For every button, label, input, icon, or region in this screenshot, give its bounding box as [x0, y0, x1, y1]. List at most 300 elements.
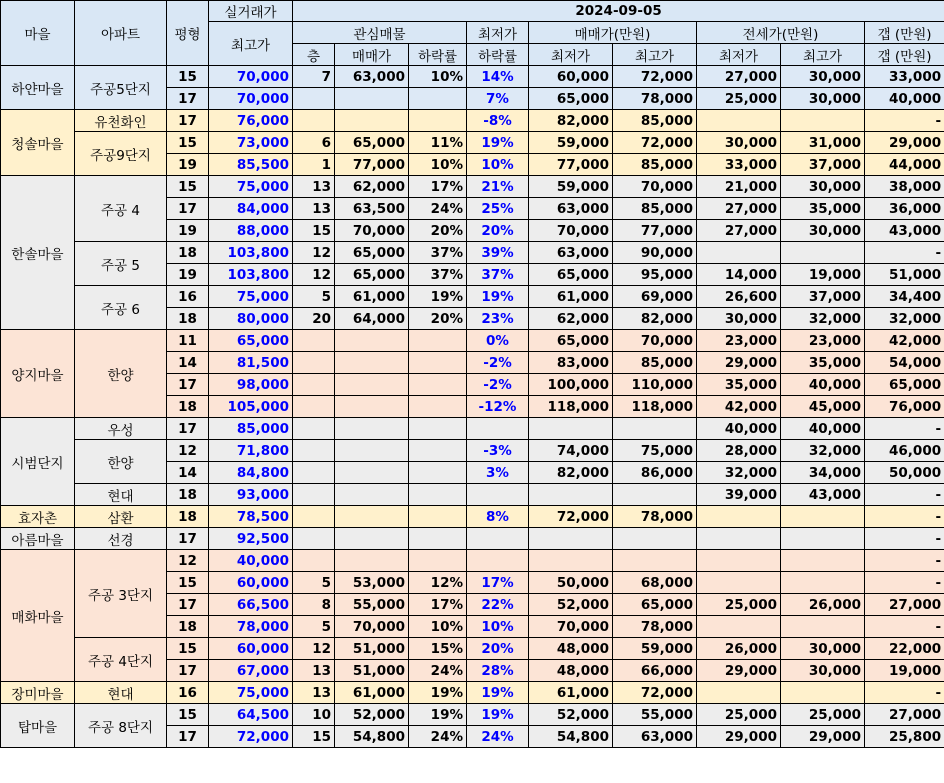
interest-drop: 10%: [409, 616, 467, 638]
trade-max: [613, 550, 697, 572]
actual-high-price: 71,800: [209, 440, 293, 462]
trade-min: 48,000: [529, 660, 613, 682]
gap-value: 29,000: [865, 132, 944, 154]
interest-drop: [409, 396, 467, 418]
trade-min: 82,000: [529, 110, 613, 132]
gap-value: 27,000: [865, 704, 944, 726]
apartment-name: 한양: [75, 440, 167, 484]
trade-max: 78,000: [613, 88, 697, 110]
interest-floor: 12: [293, 264, 335, 286]
interest-drop: [409, 110, 467, 132]
interest-price: [335, 396, 409, 418]
size-value: 14: [167, 462, 209, 484]
jeonse-max: 37,000: [781, 286, 865, 308]
header-apartment: 아파트: [75, 1, 167, 66]
table-row: [1, 440, 944, 462]
jeonse-max: 45,000: [781, 396, 865, 418]
interest-price: 62,000: [335, 176, 409, 198]
interest-price: 63,500: [335, 198, 409, 220]
interest-drop: [409, 352, 467, 374]
size-value: 14: [167, 352, 209, 374]
trade-min: 52,000: [529, 704, 613, 726]
gap-value: -: [865, 528, 944, 550]
size-value: 15: [167, 572, 209, 594]
jeonse-min: 35,000: [697, 374, 781, 396]
jeonse-min: [697, 550, 781, 572]
interest-price: [335, 374, 409, 396]
interest-drop: [409, 330, 467, 352]
apartment-name: 주공9단지: [75, 132, 167, 176]
jeonse-max: [781, 528, 865, 550]
size-value: 19: [167, 264, 209, 286]
size-value: 18: [167, 484, 209, 506]
jeonse-min: 30,000: [697, 132, 781, 154]
actual-high-price: 93,000: [209, 484, 293, 506]
trade-max: 68,000: [613, 572, 697, 594]
header-lowest: 최저가: [467, 22, 529, 44]
gap-value: 50,000: [865, 462, 944, 484]
trade-min: [529, 550, 613, 572]
lowest-drop: -12%: [467, 396, 529, 418]
jeonse-min: 23,000: [697, 330, 781, 352]
lowest-drop: 19%: [467, 286, 529, 308]
actual-high-price: 84,800: [209, 462, 293, 484]
gap-value: 22,000: [865, 638, 944, 660]
actual-high-price: 76,000: [209, 110, 293, 132]
interest-price: 53,000: [335, 572, 409, 594]
jeonse-min: 32,000: [697, 462, 781, 484]
jeonse-max: 43,000: [781, 484, 865, 506]
trade-min: 54,800: [529, 726, 613, 748]
jeonse-min: 25,000: [697, 88, 781, 110]
actual-high-price: 92,500: [209, 528, 293, 550]
trade-min: [529, 418, 613, 440]
interest-floor: 8: [293, 594, 335, 616]
trade-min: 48,000: [529, 638, 613, 660]
jeonse-min: 29,000: [697, 660, 781, 682]
interest-floor: 5: [293, 286, 335, 308]
actual-high-price: 60,000: [209, 572, 293, 594]
actual-high-price: 75,000: [209, 176, 293, 198]
actual-high-price: 88,000: [209, 220, 293, 242]
trade-min: 61,000: [529, 286, 613, 308]
lowest-drop: 21%: [467, 176, 529, 198]
interest-floor: [293, 528, 335, 550]
gap-value: -: [865, 110, 944, 132]
size-value: 17: [167, 418, 209, 440]
jeonse-max: 26,000: [781, 594, 865, 616]
header-drop-rate: 하락률: [409, 44, 467, 66]
gap-value: 54,000: [865, 352, 944, 374]
jeonse-max: 32,000: [781, 440, 865, 462]
jeonse-min: 14,000: [697, 264, 781, 286]
jeonse-max: 30,000: [781, 176, 865, 198]
trade-min: [529, 528, 613, 550]
header-sale-price: 매매가: [335, 44, 409, 66]
jeonse-min: 42,000: [697, 396, 781, 418]
trade-max: 59,000: [613, 638, 697, 660]
village-name: 장미마을: [1, 682, 75, 704]
trade-min: [529, 484, 613, 506]
jeonse-max: 30,000: [781, 66, 865, 88]
jeonse-max: [781, 616, 865, 638]
interest-price: 63,000: [335, 66, 409, 88]
actual-high-price: 85,000: [209, 418, 293, 440]
trade-min: 59,000: [529, 132, 613, 154]
gap-value: 27,000: [865, 594, 944, 616]
size-value: 17: [167, 528, 209, 550]
trade-max: [613, 484, 697, 506]
size-value: 11: [167, 330, 209, 352]
interest-price: 65,000: [335, 264, 409, 286]
jeonse-min: 30,000: [697, 308, 781, 330]
village-name: 하얀마을: [1, 66, 75, 110]
trade-min: 50,000: [529, 572, 613, 594]
size-value: 17: [167, 660, 209, 682]
actual-high-price: 66,500: [209, 594, 293, 616]
interest-price: 77,000: [335, 154, 409, 176]
jeonse-max: 30,000: [781, 220, 865, 242]
trade-max: 72,000: [613, 682, 697, 704]
lowest-drop: 20%: [467, 638, 529, 660]
interest-floor: 13: [293, 176, 335, 198]
trade-min: 118,000: [529, 396, 613, 418]
interest-price: [335, 352, 409, 374]
jeonse-max: 30,000: [781, 88, 865, 110]
size-value: 19: [167, 220, 209, 242]
jeonse-max: [781, 682, 865, 704]
interest-price: 54,800: [335, 726, 409, 748]
size-value: 18: [167, 308, 209, 330]
jeonse-min: [697, 528, 781, 550]
interest-price: [335, 440, 409, 462]
interest-drop: [409, 374, 467, 396]
apartment-name: 현대: [75, 484, 167, 506]
jeonse-max: [781, 550, 865, 572]
lowest-drop: [467, 550, 529, 572]
apartment-name: 주공 6: [75, 286, 167, 330]
interest-floor: [293, 506, 335, 528]
jeonse-min: 29,000: [697, 352, 781, 374]
actual-high-price: 105,000: [209, 396, 293, 418]
interest-price: [335, 484, 409, 506]
trade-max: 95,000: [613, 264, 697, 286]
size-value: 17: [167, 374, 209, 396]
header-gap-2: 갭 (만원): [865, 44, 944, 66]
actual-high-price: 78,500: [209, 506, 293, 528]
size-value: 15: [167, 66, 209, 88]
header-size: 평형: [167, 1, 209, 66]
apartment-name: 선경: [75, 528, 167, 550]
gap-value: 76,000: [865, 396, 944, 418]
jeonse-max: [781, 242, 865, 264]
header-gap: 갭 (만원): [865, 22, 944, 44]
gap-value: -: [865, 616, 944, 638]
size-value: 18: [167, 506, 209, 528]
apartment-name: 한양: [75, 330, 167, 418]
size-value: 17: [167, 198, 209, 220]
interest-drop: [409, 418, 467, 440]
jeonse-min: 27,000: [697, 220, 781, 242]
interest-floor: 15: [293, 726, 335, 748]
lowest-drop: [467, 418, 529, 440]
interest-floor: [293, 330, 335, 352]
lowest-drop: 24%: [467, 726, 529, 748]
size-value: 12: [167, 550, 209, 572]
village-name: 청솔마을: [1, 110, 75, 176]
trade-max: 55,000: [613, 704, 697, 726]
apartment-name: 유천화인: [75, 110, 167, 132]
trade-min: 70,000: [529, 616, 613, 638]
lowest-drop: -2%: [467, 352, 529, 374]
size-value: 15: [167, 176, 209, 198]
gap-value: 44,000: [865, 154, 944, 176]
interest-drop: [409, 484, 467, 506]
trade-max: 118,000: [613, 396, 697, 418]
table-row: [1, 418, 944, 440]
trade-max: 78,000: [613, 616, 697, 638]
jeonse-min: 26,600: [697, 286, 781, 308]
header-actual-high: 최고가: [209, 22, 293, 66]
lowest-drop: 0%: [467, 330, 529, 352]
actual-high-price: 75,000: [209, 682, 293, 704]
apartment-name: 주공 4단지: [75, 638, 167, 682]
lowest-drop: 19%: [467, 682, 529, 704]
trade-max: 70,000: [613, 330, 697, 352]
interest-floor: 6: [293, 132, 335, 154]
village-name: 효자촌: [1, 506, 75, 528]
jeonse-min: 25,000: [697, 594, 781, 616]
table-row: [1, 66, 944, 88]
gap-value: 65,000: [865, 374, 944, 396]
interest-price: 70,000: [335, 616, 409, 638]
jeonse-max: 23,000: [781, 330, 865, 352]
actual-high-price: 72,000: [209, 726, 293, 748]
interest-price: 55,000: [335, 594, 409, 616]
jeonse-min: 21,000: [697, 176, 781, 198]
lowest-drop: 17%: [467, 572, 529, 594]
gap-value: 40,000: [865, 88, 944, 110]
interest-floor: 15: [293, 220, 335, 242]
village-name: 양지마을: [1, 330, 75, 418]
gap-value: -: [865, 572, 944, 594]
interest-drop: 10%: [409, 66, 467, 88]
interest-floor: [293, 418, 335, 440]
interest-drop: 37%: [409, 242, 467, 264]
apartment-name: 현대: [75, 682, 167, 704]
size-value: 15: [167, 638, 209, 660]
header-jeonse-min: 최저가: [697, 44, 781, 66]
interest-floor: [293, 374, 335, 396]
jeonse-max: 30,000: [781, 660, 865, 682]
table-row: [1, 330, 944, 352]
actual-high-price: 64,500: [209, 704, 293, 726]
table-row: [1, 286, 944, 308]
interest-floor: 12: [293, 638, 335, 660]
jeonse-max: [781, 110, 865, 132]
trade-max: 85,000: [613, 352, 697, 374]
header-actual-trade: 실거래가: [209, 1, 293, 22]
interest-floor: 5: [293, 572, 335, 594]
trade-min: 77,000: [529, 154, 613, 176]
trade-min: 100,000: [529, 374, 613, 396]
gap-value: -: [865, 506, 944, 528]
lowest-drop: 25%: [467, 198, 529, 220]
lowest-drop: 19%: [467, 132, 529, 154]
interest-price: [335, 110, 409, 132]
size-value: 16: [167, 286, 209, 308]
gap-value: 36,000: [865, 198, 944, 220]
lowest-drop: 28%: [467, 660, 529, 682]
gap-value: 51,000: [865, 264, 944, 286]
interest-drop: 20%: [409, 308, 467, 330]
interest-price: [335, 506, 409, 528]
village-name: 시범단지: [1, 418, 75, 506]
size-value: 17: [167, 726, 209, 748]
trade-min: 52,000: [529, 594, 613, 616]
trade-max: 75,000: [613, 440, 697, 462]
jeonse-max: [781, 506, 865, 528]
apartment-name: 삼환: [75, 506, 167, 528]
interest-floor: 12: [293, 242, 335, 264]
interest-price: [335, 462, 409, 484]
gap-value: -: [865, 418, 944, 440]
interest-drop: 19%: [409, 286, 467, 308]
trade-max: 82,000: [613, 308, 697, 330]
actual-high-price: 84,000: [209, 198, 293, 220]
lowest-drop: 8%: [467, 506, 529, 528]
interest-price: 65,000: [335, 242, 409, 264]
apartment-name: 주공 4: [75, 176, 167, 242]
trade-min: 65,000: [529, 330, 613, 352]
size-value: 19: [167, 154, 209, 176]
trade-min: 62,000: [529, 308, 613, 330]
interest-price: 70,000: [335, 220, 409, 242]
interest-price: 52,000: [335, 704, 409, 726]
interest-floor: 5: [293, 616, 335, 638]
header-interest: 관심매물: [293, 22, 467, 44]
size-value: 18: [167, 396, 209, 418]
trade-max: 65,000: [613, 594, 697, 616]
jeonse-min: [697, 110, 781, 132]
interest-drop: 11%: [409, 132, 467, 154]
actual-high-price: 103,800: [209, 264, 293, 286]
trade-min: 83,000: [529, 352, 613, 374]
lowest-drop: 14%: [467, 66, 529, 88]
jeonse-max: 35,000: [781, 352, 865, 374]
interest-floor: [293, 352, 335, 374]
jeonse-max: 25,000: [781, 704, 865, 726]
jeonse-max: 34,000: [781, 462, 865, 484]
gap-value: -: [865, 550, 944, 572]
interest-floor: 13: [293, 198, 335, 220]
lowest-drop: 23%: [467, 308, 529, 330]
table-row: [1, 242, 944, 264]
lowest-drop: -3%: [467, 440, 529, 462]
jeonse-min: [697, 506, 781, 528]
table-row: [1, 638, 944, 660]
trade-min: 63,000: [529, 242, 613, 264]
jeonse-max: 31,000: [781, 132, 865, 154]
size-value: 16: [167, 682, 209, 704]
actual-high-price: 60,000: [209, 638, 293, 660]
header-trade-max: 최고가: [613, 44, 697, 66]
trade-max: 72,000: [613, 66, 697, 88]
interest-price: 51,000: [335, 660, 409, 682]
actual-high-price: 81,500: [209, 352, 293, 374]
trade-min: 65,000: [529, 88, 613, 110]
header-lowest-drop: 하락률: [467, 44, 529, 66]
interest-floor: 13: [293, 682, 335, 704]
header-jeonse-price: 전세가(만원): [697, 22, 865, 44]
jeonse-min: 25,000: [697, 704, 781, 726]
interest-drop: [409, 462, 467, 484]
lowest-drop: 19%: [467, 704, 529, 726]
interest-floor: [293, 88, 335, 110]
interest-drop: 20%: [409, 220, 467, 242]
gap-value: 32,000: [865, 308, 944, 330]
jeonse-min: 27,000: [697, 198, 781, 220]
trade-min: 82,000: [529, 462, 613, 484]
interest-drop: 19%: [409, 682, 467, 704]
size-value: 17: [167, 110, 209, 132]
gap-value: 43,000: [865, 220, 944, 242]
trade-max: 70,000: [613, 176, 697, 198]
interest-drop: 17%: [409, 176, 467, 198]
table-row: [1, 550, 944, 572]
actual-high-price: 103,800: [209, 242, 293, 264]
jeonse-min: [697, 616, 781, 638]
lowest-drop: 22%: [467, 594, 529, 616]
gap-value: 42,000: [865, 330, 944, 352]
lowest-drop: 37%: [467, 264, 529, 286]
interest-drop: 15%: [409, 638, 467, 660]
lowest-drop: 10%: [467, 154, 529, 176]
jeonse-max: 40,000: [781, 418, 865, 440]
interest-price: 64,000: [335, 308, 409, 330]
interest-drop: 10%: [409, 154, 467, 176]
header-date: 2024-09-05: [293, 1, 944, 22]
trade-max: 72,000: [613, 132, 697, 154]
lowest-drop: 20%: [467, 220, 529, 242]
jeonse-min: 28,000: [697, 440, 781, 462]
apartment-name: 주공5단지: [75, 66, 167, 110]
jeonse-max: 37,000: [781, 154, 865, 176]
village-name: 탑마을: [1, 704, 75, 748]
actual-high-price: 80,000: [209, 308, 293, 330]
village-name: 매화마을: [1, 550, 75, 682]
trade-min: 74,000: [529, 440, 613, 462]
trade-max: 90,000: [613, 242, 697, 264]
interest-price: 61,000: [335, 286, 409, 308]
actual-high-price: 70,000: [209, 88, 293, 110]
gap-value: -: [865, 682, 944, 704]
gap-value: 34,400: [865, 286, 944, 308]
interest-floor: 7: [293, 66, 335, 88]
gap-value: 33,000: [865, 66, 944, 88]
table-row: [1, 484, 944, 506]
header-jeonse-max: 최고가: [781, 44, 865, 66]
trade-max: 78,000: [613, 506, 697, 528]
interest-price: 51,000: [335, 638, 409, 660]
jeonse-min: 26,000: [697, 638, 781, 660]
interest-drop: 24%: [409, 660, 467, 682]
jeonse-min: [697, 682, 781, 704]
trade-min: 60,000: [529, 66, 613, 88]
actual-high-price: 70,000: [209, 66, 293, 88]
trade-max: 110,000: [613, 374, 697, 396]
interest-drop: 17%: [409, 594, 467, 616]
